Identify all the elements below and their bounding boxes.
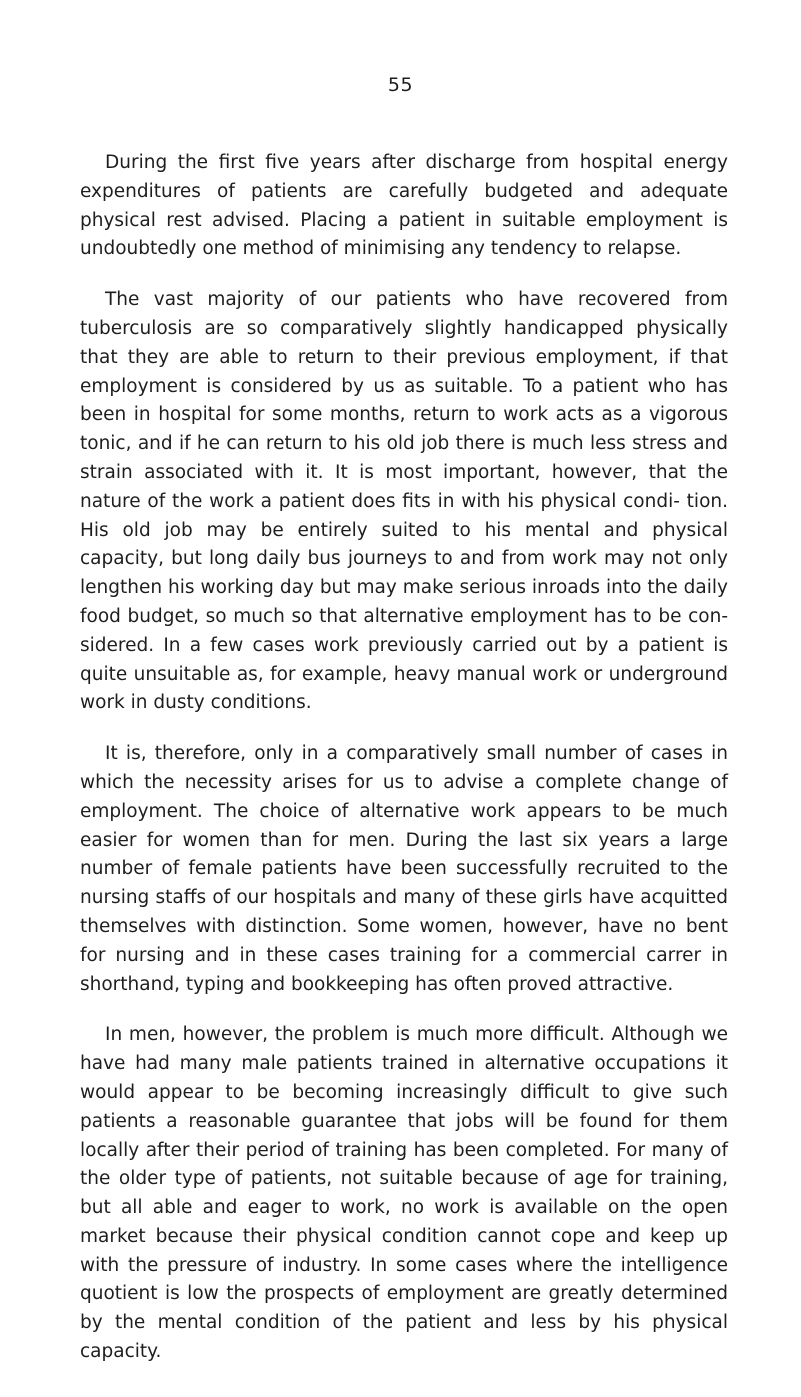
- page-number: 55: [387, 74, 414, 96]
- paragraph-1: During the first five years after discharge from hospital energy expenditures of patients are carefully budgeted and adequate physical rest advised. Placing a patient in suitable employment is undoubtedly one method of minimising any tendency to relapse.: [80, 152, 728, 260]
- body-text: [80, 149, 728, 1389]
- paragraph-3: It is, therefore, only in a comparatively small number of cases in which the necessity arises for us to advise a complete change of employment. The choice of alternative work appears to be much easier for women than for men. During the last six years a large number of female patients have been successfully recruited to the nursing staffs of our hospitals and many of these girls have acquitted themselves with distinction. Some women, however, have no bent for nursing and in these cases training for a commercial carrer in shorthand, typing and bookkeeping has often proved attractive.: [80, 743, 728, 995]
- paragraph-2: The vast majority of our patients who have recovered from tuberculosis are so comparatively slightly handicapped physically that they are able to return to their previous employment, if that employment is considered by us as suitable. To a patient who has been in hospital for some months, return to work acts as a vigorous tonic, and if he can return to his old job there is much less stress and strain associated with it. It is most important, however, that the nature of the work a patient does fits in with his physical condi- tion. His old job may be entirely suited to his mental and physical capacity, but long daily bus journeys to and from work may not only lengthen his working day but may make serious inroads into the daily food budget, so much so that alternative employment has to be con- sidered. In a few cases work previously carried out by a patient is quite unsuitable as, for example, heavy manual work or underground work in dusty conditions.: [80, 289, 728, 714]
- paragraph-4: In men, however, the problem is much more difficult. Although we have had many male patients trained in alternative occupations it would appear to be becoming increasingly difficult to give such patients a reasonable guarantee that jobs will be found for them locally after their period of training has been completed. For many of the older type of patients, not suitable because of age for training, but all able and eager to work, no work is available on the open market because their physical condition cannot cope and keep up with the pressure of industry. In some cases where the intelligence quotient is low the prospects of employment are greatly determined by the mental condition of the patient and less by his physical capacity.: [80, 1024, 728, 1363]
